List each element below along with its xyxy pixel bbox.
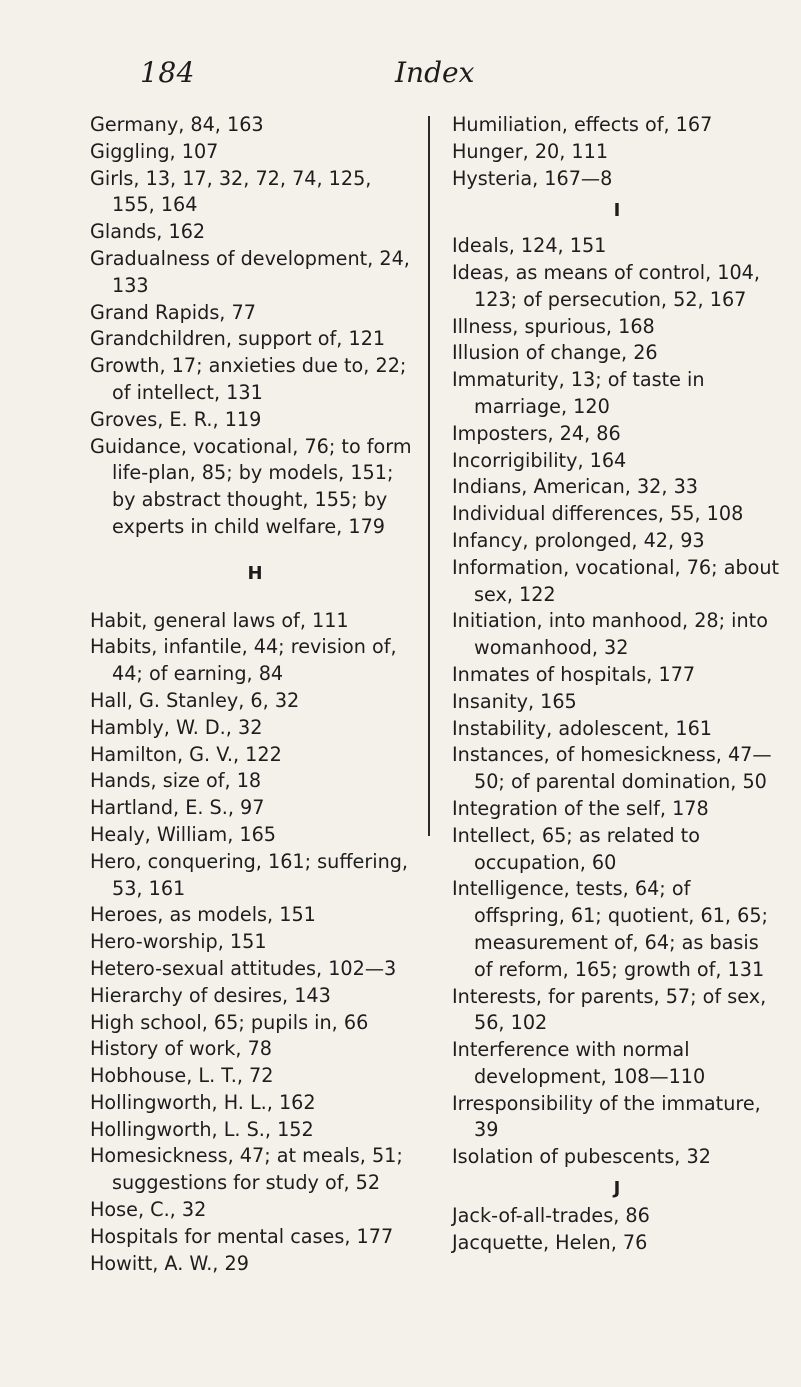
index-entry: Jack-of-all-trades, 86 — [452, 1203, 650, 1227]
section-letter-h: H — [247, 562, 263, 584]
index-entry: Girls, 13, 17, 32, 72, 74, 125, 155, 164 — [90, 166, 372, 217]
index-entry: History of work, 78 — [90, 1037, 273, 1061]
index-entry: Hero, conquering, 161; suffering, 53, 161 — [90, 849, 409, 900]
index-entry: Hero-worship, 151 — [90, 930, 267, 954]
index-entry: Howitt, A. W., 29 — [90, 1251, 249, 1275]
index-entry: Ideals, 124, 151 — [452, 234, 607, 258]
index-entry: Healy, William, 165 — [90, 822, 277, 846]
index-entry: Homesickness, 47; at meals, 51; suggestions for study of, 52 — [90, 1144, 403, 1195]
section-letter-i: I — [613, 200, 621, 222]
page-header — [0, 48, 801, 98]
index-entry: Growth, 17; anxieties due to, 22; of intellect, 131 — [90, 354, 407, 404]
index-entry: Irresponsibility of the immature, 39 — [452, 1091, 761, 1142]
index-entry: Hose, C., 32 — [90, 1198, 207, 1222]
index-entry: Germany, 84, 163 — [90, 113, 264, 136]
index-entry: Hollingworth, H. L., 162 — [90, 1090, 316, 1114]
index-section-g — [90, 112, 420, 541]
index-section-j — [452, 1203, 782, 1257]
index-entry: Ideas, as means of control, 104, 123; of persecution, 52, 167 — [452, 260, 760, 311]
index-entry: Hambly, W. D., 32 — [90, 715, 263, 739]
index-entry: Grandchildren, support of, 121 — [90, 327, 386, 351]
index-entry: Intelligence, tests, 64; of offspring, 61; quotient, 61, 65; measurement of, 64; as basis of reform, 165; growth of, 131 — [452, 877, 768, 981]
section-letter-j: J — [613, 1178, 621, 1200]
index-entry: Illness, spurious, 168 — [452, 314, 655, 338]
index-entry: Incorrigibility, 164 — [452, 448, 627, 472]
index-entry: Indians, American, 32, 33 — [452, 475, 698, 499]
index-entry: Jacquette, Helen, 76 — [452, 1230, 648, 1254]
column-divider — [428, 116, 430, 836]
index-section-h-continued — [452, 112, 782, 192]
index-entry: Imposters, 24, 86 — [452, 421, 621, 445]
index-entry: Guidance, vocational, 76; to form life-plan, 85; by models, 151; by abstract thought, 155; by experts in child welfare, 179 — [90, 434, 412, 538]
index-entry: Hartland, E. S., 97 — [90, 796, 265, 820]
page-number: 184 — [140, 56, 195, 89]
index-entry: Integration of the self, 178 — [452, 796, 709, 820]
index-entry: Insanity, 165 — [452, 689, 577, 713]
index-entry: Groves, E. R., 119 — [90, 407, 262, 431]
index-entry: Hospitals for mental cases, 177 — [90, 1224, 394, 1248]
index-entry: Individual differences, 55, 108 — [452, 502, 744, 526]
index-entry: Isolation of pubescents, 32 — [452, 1145, 711, 1169]
index-entry: Hall, G. Stanley, 6, 32 — [90, 688, 300, 712]
index-entry: Habit, general laws of, 111 — [90, 608, 349, 632]
index-entry: Glands, 162 — [90, 220, 206, 244]
index-entry: Instability, adolescent, 161 — [452, 716, 713, 740]
index-entry: Humiliation, effects of, 167 — [452, 113, 713, 136]
index-entry: Giggling, 107 — [90, 139, 219, 163]
index-entry: Hierarchy of desires, 143 — [90, 983, 331, 1007]
index-entry: Hysteria, 167—8 — [452, 166, 613, 190]
index-entry: Hobhouse, L. T., 72 — [90, 1064, 274, 1088]
index-column-right — [452, 112, 782, 1256]
index-entry: Illusion of change, 26 — [452, 341, 658, 365]
index-entry: Hunger, 20, 111 — [452, 139, 609, 163]
index-entry: Information, vocational, 76; about sex, 122 — [452, 555, 780, 606]
index-column-left — [90, 112, 420, 1277]
index-entry: Heroes, as models, 151 — [90, 903, 316, 927]
index-entry: Infancy, prolonged, 42, 93 — [452, 528, 705, 552]
index-entry: Gradualness of development, 24, 133 — [90, 246, 410, 297]
index-entry: Grand Rapids, 77 — [90, 300, 256, 324]
index-entry: Hamilton, G. V., 122 — [90, 742, 282, 766]
index-entry: Inmates of hospitals, 177 — [452, 662, 696, 686]
index-entry: Hetero-sexual attitudes, 102—3 — [90, 956, 397, 980]
index-section-i — [452, 233, 782, 1171]
index-entry: Initiation, into manhood, 28; into womanhood, 32 — [452, 609, 768, 660]
index-entry: Interests, for parents, 57; of sex, 56, 102 — [452, 984, 767, 1035]
index-section-h — [90, 608, 420, 1278]
index-entry: Immaturity, 13; of taste in marriage, 120 — [452, 368, 705, 418]
index-entry: Instances, of homesickness, 47—50; of parental domination, 50 — [452, 743, 772, 794]
index-entry: Hands, size of, 18 — [90, 769, 262, 793]
index-entry: Intellect, 65; as related to occupation, 60 — [452, 823, 700, 874]
running-title: Index — [395, 56, 475, 89]
index-entry: High school, 65; pupils in, 66 — [90, 1010, 369, 1034]
index-entry: Habits, infantile, 44; revision of, 44; of earning, 84 — [90, 635, 397, 686]
index-entry: Interference with normal development, 108—110 — [452, 1038, 706, 1088]
index-entry: Hollingworth, L. S., 152 — [90, 1117, 314, 1141]
